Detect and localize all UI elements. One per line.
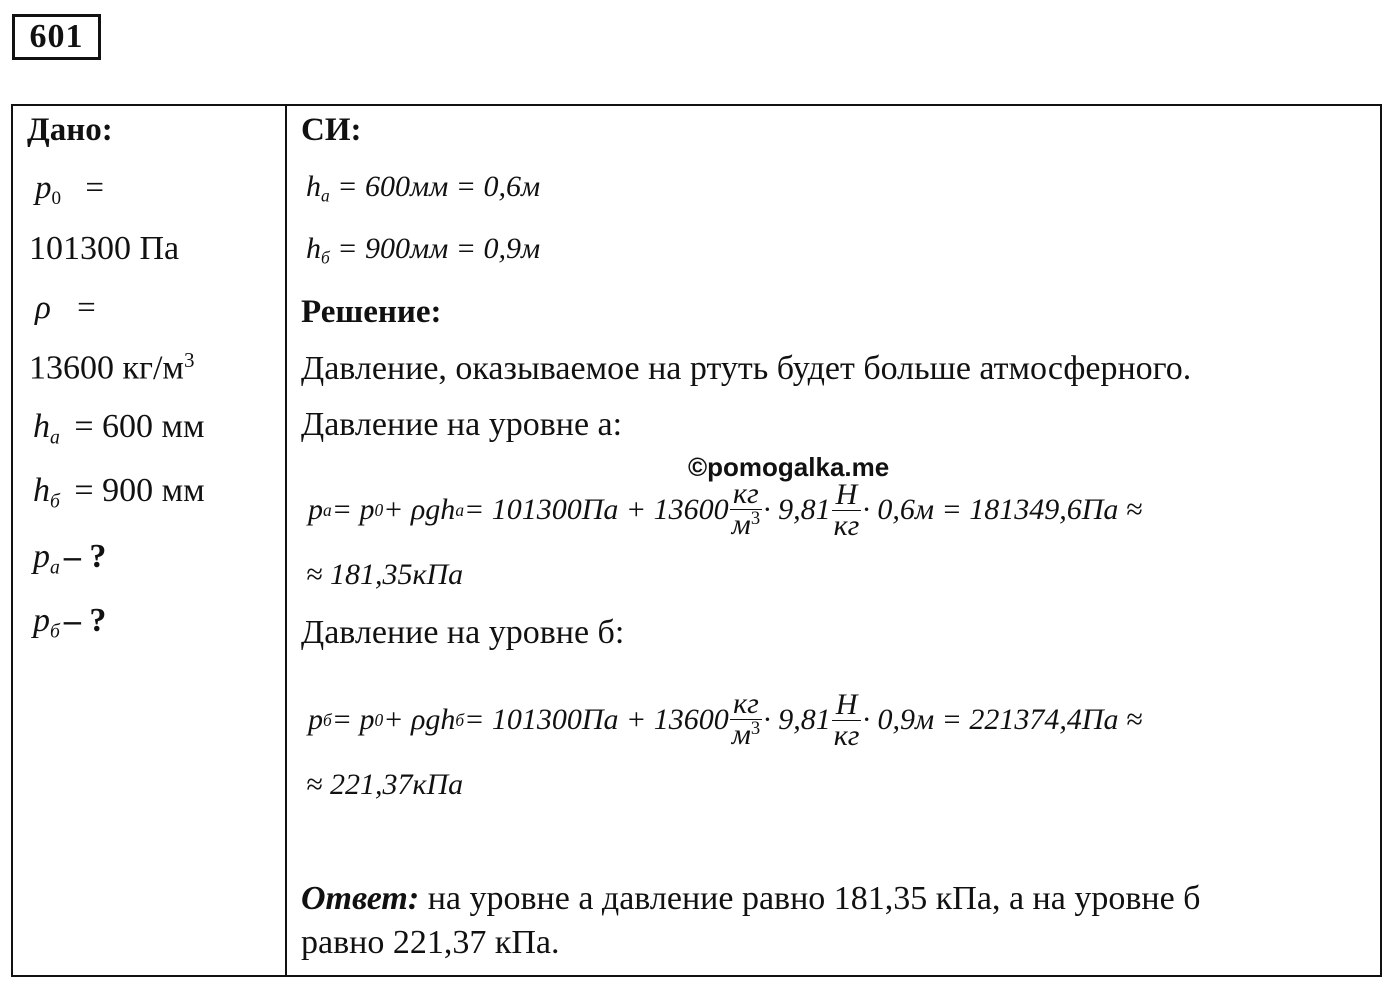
equation-pa: p a = p 0 + ρgh a = 101300Па + 13600 $\frac{кг}{м^3}$ · 9,81 $\frac{Н}{кг}$ · 0,6м = 181349,6Па ≈ bbox=[308, 477, 1143, 542]
given-pa-unknown: $p_a$ – ? bbox=[33, 538, 107, 579]
given-rho: ρ = bbox=[35, 290, 96, 326]
equation-pb-result: ≈ 221,37кПа bbox=[306, 768, 464, 801]
fraction-kg-per-m3: $\frac{кг}{м^3}$ bbox=[731, 477, 761, 542]
equation-pb: p б = p 0 + ρgh б = 101300Па + 13600 $\frac{кг}{м^3}$ · 9,81 $\frac{Н}{кг}$ · 0,9м = 221374,4Па ≈ bbox=[308, 687, 1143, 752]
si-heading: СИ: bbox=[301, 112, 362, 148]
given-ha: $h_a = 600$ мм bbox=[33, 408, 205, 449]
answer-line-1: Ответ: на уровне а давление равно 181,35 кПа, а на уровне б bbox=[301, 880, 1201, 917]
solution-intro: Давление, оказываемое на ртуть будет больше атмосферного. bbox=[301, 350, 1192, 387]
fraction-n-per-kg: $\frac{Н}{кг}$ bbox=[833, 477, 860, 542]
answer-label: Ответ: bbox=[301, 880, 420, 917]
given-pb-unknown: $p_б$ – ? bbox=[33, 602, 107, 643]
fraction-kg-per-m3: $\frac{кг}{м^3}$ bbox=[731, 687, 761, 752]
answer-line-2: равно 221,37 кПа. bbox=[301, 924, 560, 961]
equation-pa-result: ≈ 181,35кПа bbox=[306, 558, 464, 591]
level-a-label: Давление на уровне а: bbox=[301, 406, 623, 443]
given-heading: Дано: bbox=[27, 112, 113, 148]
given-rho-value: 13600 $кг/м^3$ bbox=[29, 348, 195, 387]
watermark: ©pomogalka.me bbox=[688, 452, 890, 482]
column-divider bbox=[285, 106, 287, 975]
solution-heading: Решение: bbox=[301, 294, 442, 330]
problem-number: 601 bbox=[12, 14, 101, 60]
given-p0-value: 101300 Па bbox=[29, 230, 180, 267]
level-b-label: Давление на уровне б: bbox=[301, 614, 625, 651]
given-p0: p0 = bbox=[35, 170, 104, 210]
fraction-n-per-kg: $\frac{Н}{кг}$ bbox=[833, 687, 860, 752]
given-hb: $h_б = 900$ мм bbox=[33, 472, 205, 513]
si-line-ha: $h_a = 600мм = 0,6м$ bbox=[306, 170, 541, 206]
solution-table bbox=[11, 104, 1382, 977]
si-line-hb: $h_б = 900мм = 0,9м$ bbox=[306, 232, 541, 268]
